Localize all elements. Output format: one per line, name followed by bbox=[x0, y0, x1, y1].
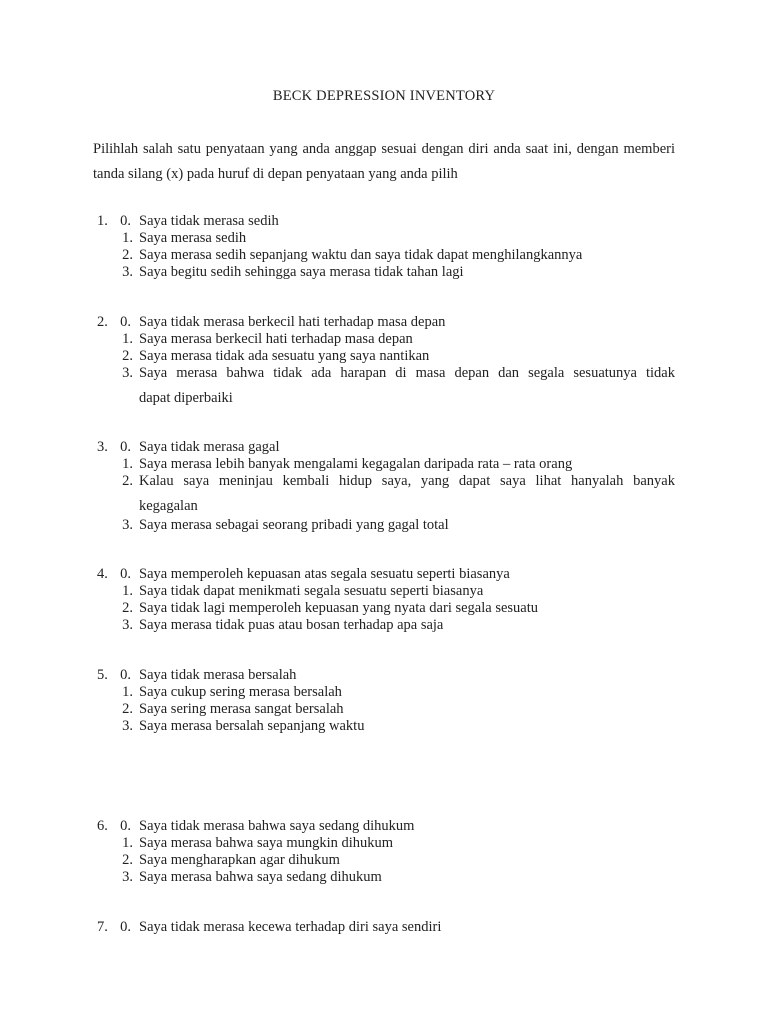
option-number: 0. bbox=[120, 818, 131, 834]
option-text: Saya merasa sebagai seorang pribadi yang gagal total bbox=[139, 517, 449, 533]
question-number: 7. bbox=[97, 919, 108, 935]
option-text: Saya tidak merasa bahwa saya sedang dihukum bbox=[139, 818, 415, 834]
option-text: Saya tidak dapat menikmati segala sesuatu seperti biasanya bbox=[139, 583, 484, 599]
question-number: 5. bbox=[97, 667, 108, 683]
option-number: 0. bbox=[120, 314, 131, 330]
option-text: Saya sering merasa sangat bersalah bbox=[139, 701, 344, 717]
option-text: Saya merasa lebih banyak mengalami kegagalan daripada rata – rata orang bbox=[139, 456, 573, 472]
option-text-continuation: kegagalan bbox=[139, 498, 198, 514]
option-text: Saya mengharapkan agar dihukum bbox=[139, 852, 340, 868]
instructions-paragraph: Pilihlah salah satu penyataan yang anda anggap sesuai dengan diri anda saat ini, dengan memberi tanda silang (x) pada huruf di depan penyataan yang anda pilih bbox=[93, 141, 675, 182]
option-text: Saya merasa sedih bbox=[139, 230, 247, 246]
option-number: 3. bbox=[122, 617, 133, 633]
option-number: 3. bbox=[122, 869, 133, 885]
option-number: 3. bbox=[122, 517, 133, 533]
option-number: 1. bbox=[122, 684, 133, 700]
option-text: Saya tidak merasa sedih bbox=[139, 213, 279, 229]
option-number: 2. bbox=[122, 852, 133, 868]
option-text-continuation: dapat diperbaiki bbox=[139, 390, 233, 406]
document-title: BECK DEPRESSION INVENTORY bbox=[272, 88, 496, 104]
option-text: Saya merasa bahwa tidak ada harapan di masa depan dan segala sesuatunya tidak bbox=[139, 365, 675, 381]
option-text: Saya merasa sedih sepanjang waktu dan saya tidak dapat menghilangkannya bbox=[139, 247, 583, 263]
option-text: Saya tidak merasa kecewa terhadap diri saya sendiri bbox=[139, 919, 442, 935]
option-text: Saya merasa berkecil hati terhadap masa depan bbox=[139, 331, 413, 347]
option-text: Saya merasa tidak ada sesuatu yang saya nantikan bbox=[139, 348, 430, 364]
option-number: 2. bbox=[122, 247, 133, 263]
option-number: 3. bbox=[122, 264, 133, 280]
option-text: Saya begitu sedih sehingga saya merasa tidak tahan lagi bbox=[139, 264, 464, 280]
option-number: 0. bbox=[120, 667, 131, 683]
option-number: 1. bbox=[122, 456, 133, 472]
option-number: 2. bbox=[122, 473, 133, 489]
option-number: 3. bbox=[122, 718, 133, 734]
option-number: 3. bbox=[122, 365, 133, 381]
option-text: Saya merasa bersalah sepanjang waktu bbox=[139, 718, 365, 734]
option-number: 2. bbox=[122, 348, 133, 364]
question-number: 6. bbox=[97, 818, 108, 834]
option-text: Saya merasa bahwa saya mungkin dihukum bbox=[139, 835, 394, 851]
option-text: Saya cukup sering merasa bersalah bbox=[139, 684, 342, 700]
option-text: Saya merasa bahwa saya sedang dihukum bbox=[139, 869, 382, 885]
option-number: 1. bbox=[122, 230, 133, 246]
option-text: Saya tidak merasa berkecil hati terhadap masa depan bbox=[139, 314, 446, 330]
option-text: Saya tidak merasa gagal bbox=[139, 439, 280, 455]
option-number: 1. bbox=[122, 331, 133, 347]
question-number: 2. bbox=[97, 314, 108, 330]
question-number: 3. bbox=[97, 439, 108, 455]
option-text: Saya tidak merasa bersalah bbox=[139, 667, 297, 683]
option-text: Saya merasa tidak puas atau bosan terhadap apa saja bbox=[139, 617, 444, 633]
option-text: Saya tidak lagi memperoleh kepuasan yang nyata dari segala sesuatu bbox=[139, 600, 539, 616]
question-number: 1. bbox=[97, 213, 108, 229]
option-number: 1. bbox=[122, 835, 133, 851]
option-number: 2. bbox=[122, 600, 133, 616]
option-number: 2. bbox=[122, 701, 133, 717]
option-number: 0. bbox=[120, 213, 131, 229]
option-number: 0. bbox=[120, 566, 131, 582]
option-text: Kalau saya meninjau kembali hidup saya, yang dapat saya lihat hanyalah banyak bbox=[139, 473, 675, 489]
question-number: 4. bbox=[97, 566, 108, 582]
option-number: 1. bbox=[122, 583, 133, 599]
option-number: 0. bbox=[120, 439, 131, 455]
option-number: 0. bbox=[120, 919, 131, 935]
option-text: Saya memperoleh kepuasan atas segala sesuatu seperti biasanya bbox=[139, 566, 510, 582]
